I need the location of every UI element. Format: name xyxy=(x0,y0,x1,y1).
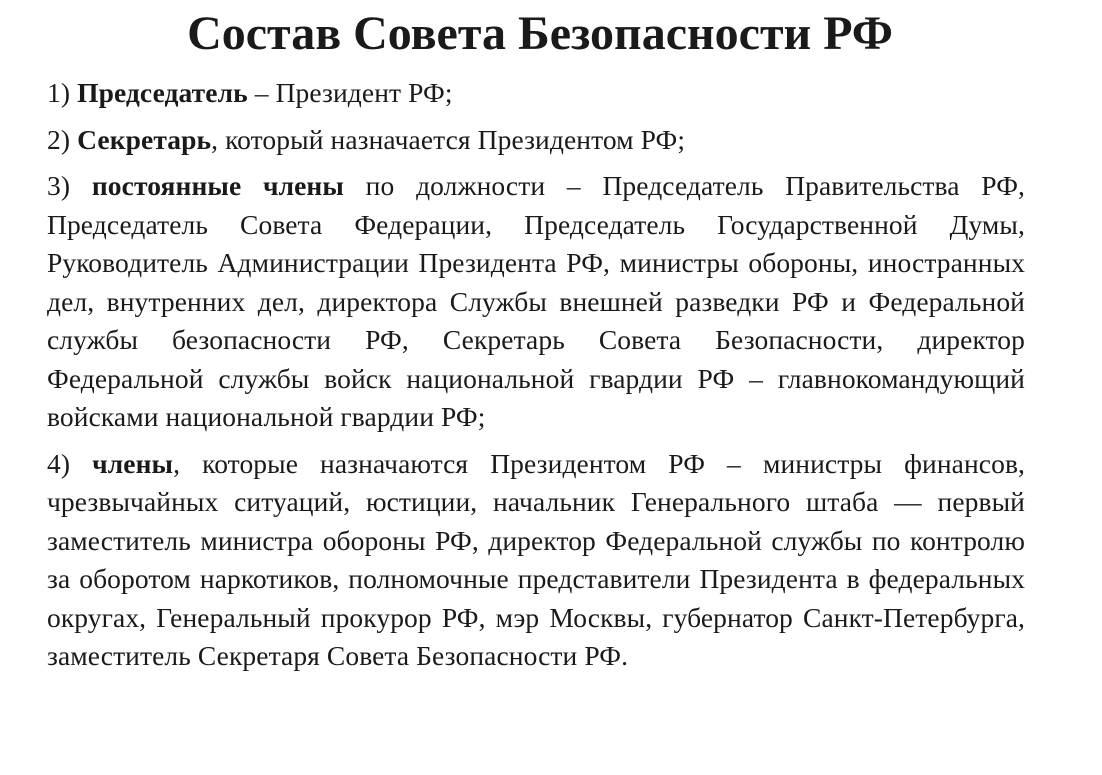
item-number: 1) xyxy=(47,77,71,108)
item-term: Секретарь xyxy=(77,123,212,155)
slide-title: Состав Совета Безопасности РФ xyxy=(187,7,893,60)
item-term: постоянные члены xyxy=(91,170,344,201)
list-item-chairman xyxy=(47,74,1025,113)
membership-list xyxy=(47,74,1025,684)
item-text: , которые назначаются Президентом РФ – министры финансов, чрезвычайных ситуаций, юстиции, начальник Генерального штаба — первый заместитель министра обороны РФ, директор Федеральной службы по контролю за оборотом наркотиков, полномочные представители Президента в федеральных округах, Генеральный прокурор РФ, мэр Москвы, губернатор Санкт-Петербурга, заместитель Секретаря Совета Безопасности РФ. xyxy=(47,447,1026,671)
item-text: , который назначается Президентом РФ; xyxy=(211,123,686,155)
item-number: 4) xyxy=(47,447,71,479)
item-number: 2) xyxy=(47,123,71,155)
item-term: члены xyxy=(92,447,174,479)
list-item-permanent-members xyxy=(47,167,1025,437)
list-item-secretary xyxy=(47,121,1025,160)
list-item-members xyxy=(47,445,1025,676)
item-text: по должности – Председатель Правительства РФ, Председатель Совета Федерации, Председатель Государственной Думы, Руководитель Администрации Президента РФ, министры обороны, иностранных дел, внутренних дел, директора Службы внешней разведки РФ и Федеральной службы безопасности РФ, Секретарь Совета Безопасности, директор Федеральной службы войск национальной гвардии РФ – главнокомандующий войсками национальной гвардии РФ; xyxy=(47,170,1025,432)
item-text: – Президент РФ; xyxy=(247,77,453,108)
item-term: Председатель xyxy=(77,77,248,108)
item-number: 3) xyxy=(47,170,71,201)
